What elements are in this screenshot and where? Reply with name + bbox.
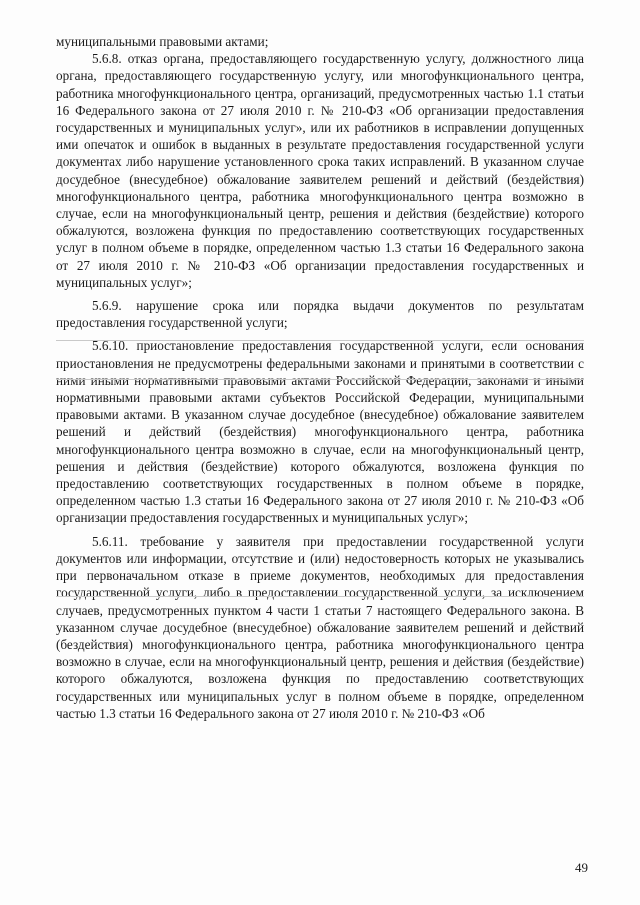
section-divider [56,596,584,597]
page-number: 49 [575,860,588,875]
document-body [56,33,584,722]
paragraph-5-6-9: 5.6.9. нарушение срока или порядка выдачи документов по результатам предоставления государственной услуги; [56,298,584,331]
section-divider [56,379,584,380]
paragraph-5-6-8: 5.6.8. отказ органа, предоставляющего государственную услугу, должностного лица органа, предоставляющего государственную услугу, или многофункционального центра, работника многофункционального центра, организаций, предусмотренных частью 1.1 статьи 16 Федерального закона от 27 июля 2010 г. № 210-ФЗ «Об организации предоставления государственных и муниципальных услуг», или их работников в исправлении допущенных ими опечаток и ошибок в выданных в результате предоставления государственной услуги документах либо нарушение установленного срока таких исправлений. В указанном случае досудебное (внесудебное) обжалование заявителем решений и действий (бездействия) многофункционального центра, работника многофункционального центра возможно в случае, если на многофункциональный центр, решения и действия (бездействие) которого обжалуются, возложена функция по предоставлению соответствующих государственных услуг в полном объеме в порядке, определенном частью 1.3 статьи 16 Федерального закона от 27 июля 2010 г. № 210-ФЗ «Об организации предоставления государственных и муниципальных услуг»; [56,51,584,290]
paragraph-5-6-11: 5.6.11. требование у заявителя при предоставлении государственной услуги документов или информации, отсутствие и (или) недостоверность которых не указывались при первоначальном отказе в приеме документов, необходимых для предоставления государственной услуги, либо в предоставлении государственной услуги, за исключением случаев, предусмотренных пунктом 4 части 1 статьи 7 настоящего Федерального закона. В указанном случае досудебное (внесудебное) обжалование заявителем решений и действий (бездействия) многофункционального центра, работника многофункционального центра возможно в случае, если на многофункциональный центр, решения и действия (бездействие) которого обжалуются, возложена функция по предоставлению соответствующих государственных или муниципальных услуг в полном объеме в порядке, определенном частью 1.3 статьи 16 Федерального закона от 27 июля 2010 г. № 210-ФЗ «Об [56,533,584,721]
section-divider [56,340,584,341]
continuation-line: муниципальными правовыми актами; [56,34,269,49]
paragraph-5-6-10: 5.6.10. приостановление предоставления государственной услуги, если основания приостановления не предусмотрены федеральными законами и принятыми в соответствии с ними иными нормативными правовыми актами Российской Федерации, законами и иными нормативными правовыми актами субъектов Российской Федерации, муниципальными правовыми актами. В указанном случае досудебное (внесудебное) обжалование заявителем решений и действий (бездействия) многофункционального центра, работника многофункционального центра возможно в случае, если на многофункциональный центр, решения и действия (бездействие) которого обжалуются, возложена функция по предоставлению соответствующих государственных в полном объеме в порядке, определенном частью 1.3 статьи 16 Федерального закона от 27 июля 2010 г. № 210-ФЗ «Об организации предоставления государственных и муниципальных услуг»; [56,338,584,526]
